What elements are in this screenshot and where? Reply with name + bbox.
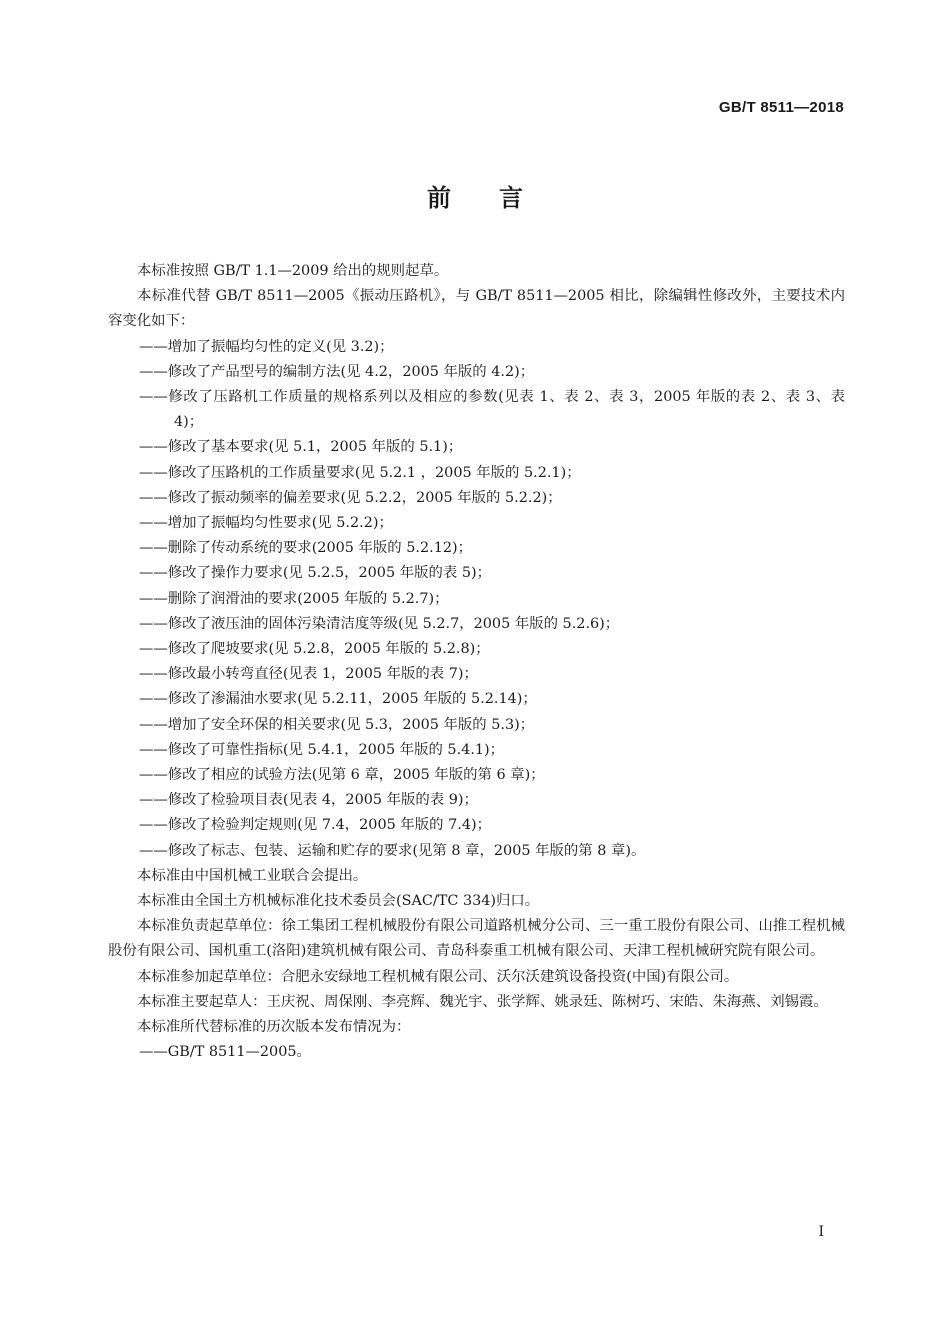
- change-item: ——删除了润滑油的要求(2005 年版的 5.2.7)；: [139, 590, 449, 607]
- page-number: I: [818, 1224, 824, 1240]
- document-body: [108, 259, 845, 1066]
- change-item: ——增加了振幅均匀性要求(见 5.2.2)；: [139, 515, 393, 532]
- intro-paragraph: 本标准代替 GB/T 8511—2005《振动压路机》，与 GB/T 8511—2005 相比，除编辑性修改外，主要技术内容变化如下：: [108, 288, 845, 330]
- change-item: ——修改了相应的试验方法(见第 6 章，2005 年版的第 6 章)；: [139, 767, 545, 784]
- change-item: ——删除了传动系统的要求(2005 年版的 5.2.12)；: [139, 540, 473, 557]
- change-item: ——修改了液压油的固体污染清洁度等级(见 5.2.7，2005 年版的 5.2.6)；: [139, 615, 620, 632]
- change-item: ——修改了检验项目表(见表 4，2005 年版的表 9)；: [139, 792, 478, 809]
- intro-paragraph: 本标准按照 GB/T 1.1—2009 给出的规则起草。: [137, 263, 449, 279]
- change-item: ——修改了操作力要求(见 5.2.5，2005 年版的表 5)；: [139, 565, 491, 582]
- change-item: ——修改了压路机工作质量的规格系列以及相应的参数(见表 1、表 2、表 3，2005 年版的表 2、表 3、表 4)；: [139, 389, 845, 431]
- change-item: ——修改了渗漏油水要求(见 5.2.11，2005 年版的 5.2.14)；: [139, 691, 537, 708]
- change-item: ——修改了压路机的工作质量要求(见 5.2.1 ，2005 年版的 5.2.1)；: [139, 464, 581, 481]
- change-item: ——修改了标志、包装、运输和贮存的要求(见第 8 章，2005 年版的第 8 章)。: [139, 842, 646, 859]
- closing-paragraph: 本标准由中国机械工业联合会提出。: [137, 867, 368, 884]
- change-item: ——修改了爬坡要求(见 5.2.8，2005 年版的 5.2.8)；: [139, 641, 490, 658]
- closing-paragraph: 本标准所代替标准的历次版本发布情况为：: [137, 1019, 411, 1036]
- change-item: ——修改了产品型号的编制方法(见 4.2，2005 年版的 4.2)；: [139, 363, 535, 380]
- change-item: ——修改了检验判定规则(见 7.4，2005 年版的 7.4)；: [139, 817, 491, 834]
- change-item: ——增加了安全环保的相关要求(见 5.3，2005 年版的 5.3)；: [139, 716, 535, 733]
- change-item: ——增加了振幅均匀性的定义(见 3.2)；: [139, 338, 394, 355]
- closing-paragraph: 本标准由全国土方机械标准化技术委员会(SAC/TC 334)归口。: [137, 893, 540, 910]
- closing-paragraph: 本标准参加起草单位：合肥永安绿地工程机械有限公司、沃尔沃建筑设备投资(中国)有限公司。: [137, 968, 739, 985]
- page-title: 前言: [427, 184, 571, 212]
- closing-paragraph: 本标准主要起草人：王庆祝、周保刚、李亮辉、魏光宇、张学辉、姚录廷、陈树巧、宋皓、朱海燕、刘锡霞。: [137, 993, 828, 1010]
- closing-paragraph: 本标准负责起草单位：徐工集团工程机械股份有限公司道路机械分公司、三一重工股份有限公司、山推工程机械股份有限公司、国机重工(洛阳)建筑机械有限公司、青岛科泰重工机械有限公司、天津工程机械研究院有限公司。: [108, 918, 845, 960]
- change-item: ——修改了可靠性指标(见 5.4.1，2005 年版的 5.4.1)；: [139, 741, 505, 758]
- standard-code: GB/T 8511—2018: [718, 99, 844, 116]
- change-item: ——修改了振动频率的偏差要求(见 5.2.2，2005 年版的 5.2.2)；: [139, 489, 562, 506]
- history-item: ——GB/T 8511—2005。: [139, 1044, 311, 1061]
- change-item: ——修改最小转弯直径(见表 1，2005 年版的表 7)；: [139, 666, 478, 683]
- change-item: ——修改了基本要求(见 5.1，2005 年版的 5.1)；: [139, 439, 463, 456]
